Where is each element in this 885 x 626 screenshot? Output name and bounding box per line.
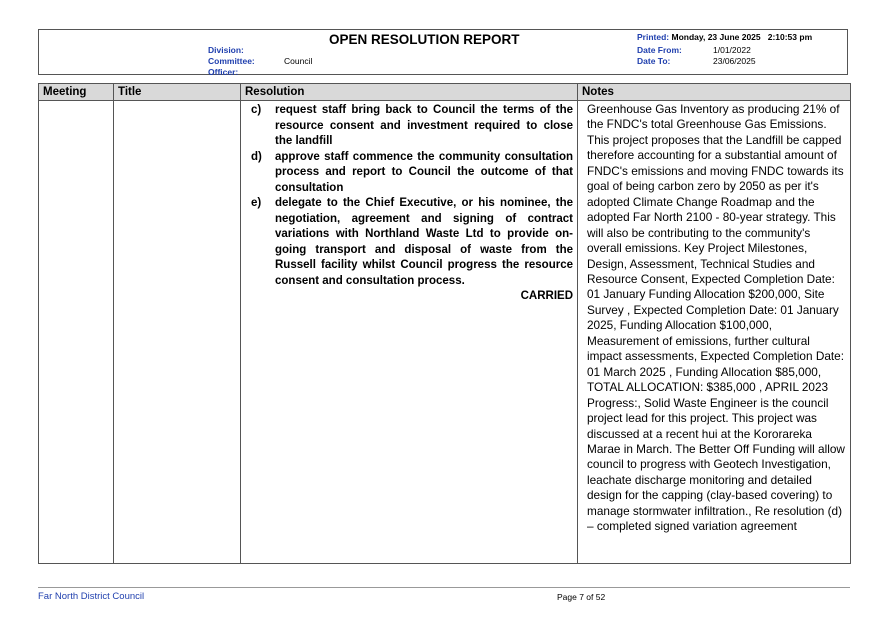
date-from-label: Date From:: [637, 45, 682, 55]
printed-label: Printed:: [637, 32, 670, 42]
header-title: Title: [114, 84, 241, 101]
table-row: [39, 101, 851, 564]
resolution-letter: c): [251, 104, 262, 116]
header-notes: Notes: [578, 84, 851, 101]
resolution-item: [251, 103, 573, 150]
resolution-letter: e): [251, 197, 262, 209]
title-cell: [114, 101, 241, 564]
date-to-label: Date To:: [637, 56, 671, 66]
footer-organisation: Far North District Council: [38, 591, 145, 602]
resolution-table: [38, 83, 851, 564]
carried-label: CARRIED: [520, 290, 573, 302]
header-resolution: Resolution: [241, 84, 578, 101]
meeting-cell: [39, 101, 114, 564]
resolution-item: [251, 196, 573, 289]
printed-info: [637, 32, 812, 42]
page-number: Page 7 of 52: [557, 592, 606, 602]
officer-label: Officer:: [208, 67, 239, 77]
report-title: OPEN RESOLUTION REPORT: [329, 32, 520, 47]
committee-label: Committee:: [208, 56, 255, 66]
committee-value: Council: [284, 56, 313, 66]
resolution-text: request staff bring back to Council the terms of the resource consent and investment required to close the landfill: [275, 104, 573, 147]
notes-cell: [578, 101, 851, 564]
division-label: Division:: [208, 45, 244, 55]
date-from-value: 1/01/2022: [713, 45, 751, 55]
printed-value: Monday, 23 June 2025 2:10:53 pm: [671, 32, 813, 42]
notes-text: Greenhouse Gas Inventory as producing 21% of the FNDC's total Greenhouse Gas Emissions. This project proposes that the Landfill be capped therefore accounting for a substantial amount of FNDC's emissions and moving FNDC towards its goal of being carbon zero by 2050 as per it's adopted Climate Change Roadmap and the adopted Far North 2100 - 80-year strategy. This will also be contributing to the community's overall emissions. Key Project Milestones, Design, Assessment, Technical Studies and Resource Consent, Expected Completion Date: 01 January Funding Allocation $200,000, Site Survey , Expected Completion Date: 01 January 2025, Funding Allocation $100,000, Measurement of emissions, further cultural impact assessments, Expected Completion Date: 01 March 2025 , Funding Allocation $85,000, TOTAL ALLOCATION: $385,000 , APRIL 2023 Progress:, Solid Waste Engineer is the council project lead for this project. This project was discussed at a recent hui at the Kororareka Marae in March. The Better Off Funding will allow council to progress with Geotech Investigation, leachate discharge monitoring and detailed design for the capping (clay-based covering) to manage stormwater infiltration., Re resolution (d) – completed signed variation agreement: [587, 102, 845, 534]
report-header: [38, 29, 848, 75]
resolution-letter: d): [251, 150, 262, 163]
resolution-item: [251, 150, 573, 197]
date-to-value: 23/06/2025: [713, 56, 756, 66]
footer-divider: [38, 587, 850, 588]
table-header-row: [39, 84, 851, 101]
resolution-cell: [241, 101, 578, 564]
header-meeting: Meeting: [39, 84, 114, 101]
resolution-text: approve staff commence the community consultation process and report to Council the outcome of that consultation: [275, 150, 573, 194]
resolution-text: delegate to the Chief Executive, or his nominee, the negotiation, agreement and signing of contract variations with Northland Waste Ltd to provide on-going transport and disposal of waste from the Russell facility whilst Council progress the resource consent and consultation process.: [275, 197, 573, 287]
